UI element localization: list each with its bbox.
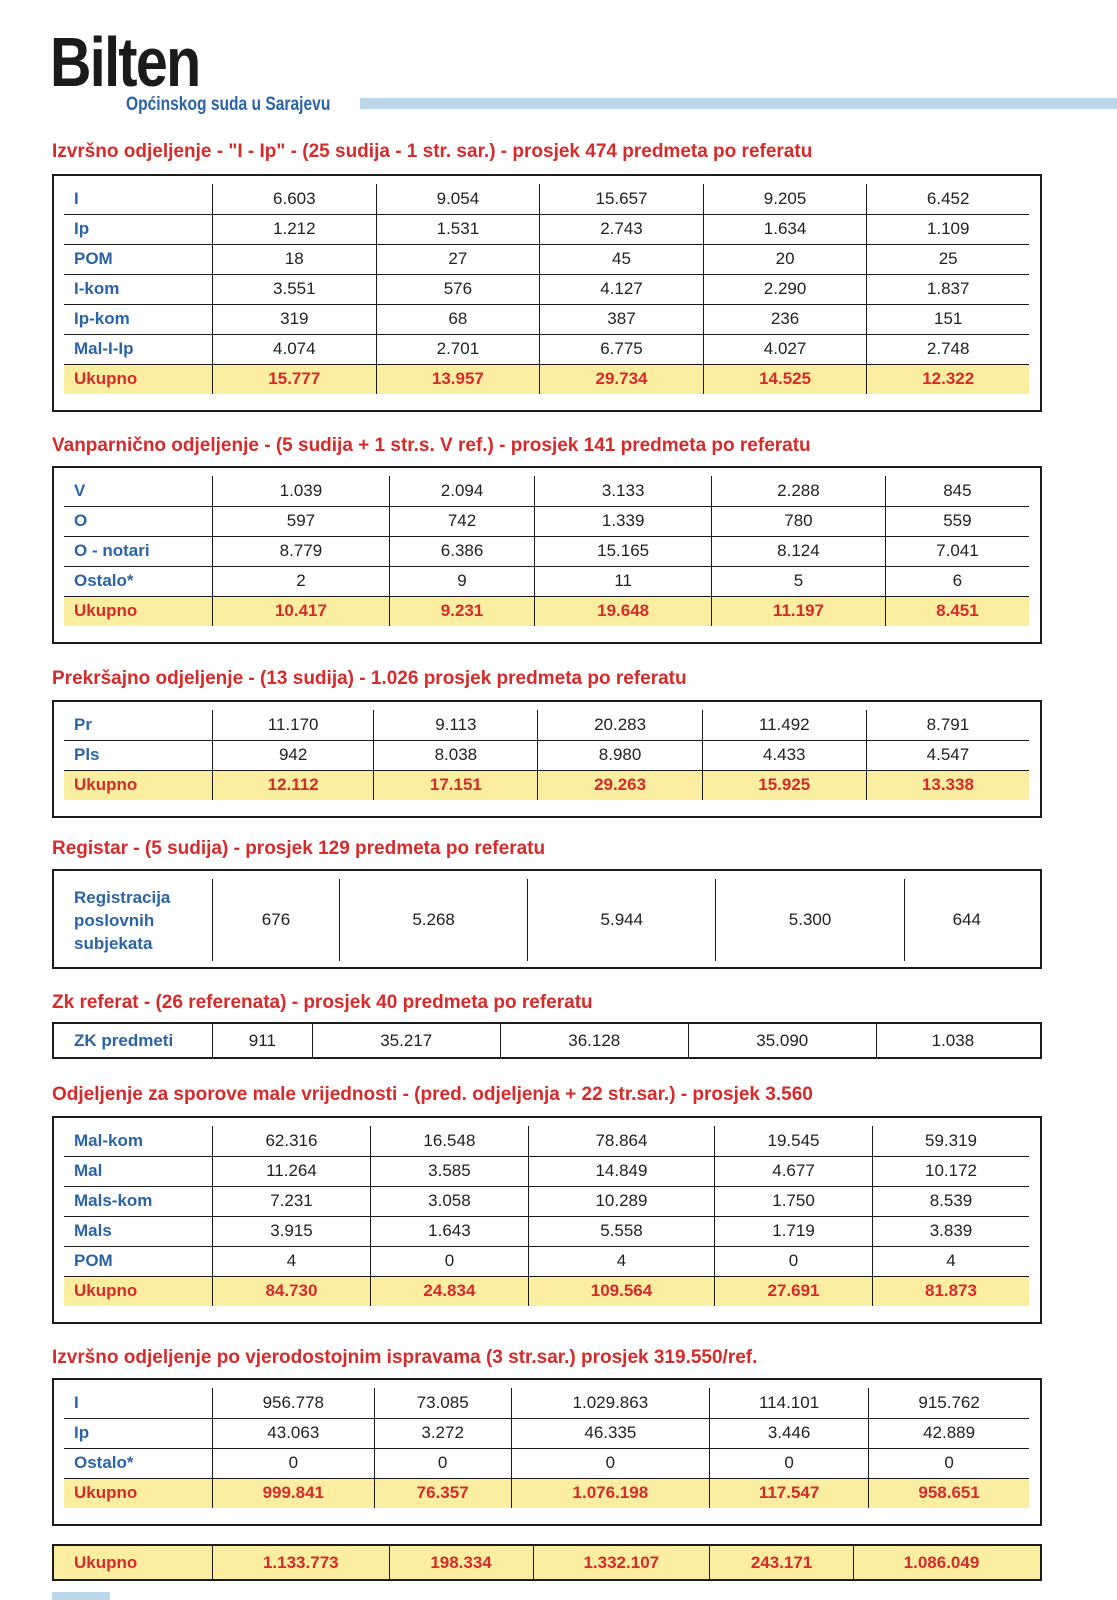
table-cell: 958.651	[869, 1478, 1029, 1508]
total-row	[64, 364, 1029, 394]
table-cell: 2.701	[376, 334, 540, 364]
row-label: O - notari	[64, 536, 213, 566]
table-cell: 17.151	[374, 770, 538, 800]
table-cell: 1.076.198	[511, 1478, 709, 1508]
section-title: Izvršno odjeljenje po vjerodostojnim ispravama (3 str.sar.) prosjek 319.550/ref.	[52, 1347, 758, 1368]
table-cell: 27.691	[715, 1276, 873, 1306]
table-cell: 4	[872, 1246, 1029, 1276]
table-row	[64, 1024, 1029, 1057]
table-row	[64, 566, 1029, 596]
section-title: Registar - (5 sudija) - prosjek 129 predmeta po referatu	[52, 838, 546, 859]
row-label: O	[64, 506, 213, 536]
table-cell: 8.980	[538, 740, 702, 770]
table-cell: 8.124	[712, 536, 886, 566]
stats-table-box	[52, 1378, 1042, 1526]
header-band	[360, 98, 1117, 109]
row-label: Mals	[64, 1216, 213, 1246]
stats-table	[64, 1388, 1029, 1508]
table-cell: 7.231	[213, 1186, 371, 1216]
table-cell: 1.339	[535, 506, 712, 536]
table-cell: 36.128	[500, 1024, 688, 1057]
table-cell: 78.864	[528, 1126, 714, 1156]
table-cell: 24.834	[370, 1276, 528, 1306]
table-cell: 3.915	[213, 1216, 371, 1246]
table-cell: 20.283	[538, 710, 702, 740]
bulletin-header	[50, 22, 1117, 122]
stats-table	[64, 1126, 1029, 1306]
row-label: Ip	[64, 214, 213, 244]
table-cell: 45	[540, 244, 704, 274]
row-label: Mal	[64, 1156, 213, 1186]
stats-table-box	[52, 869, 1042, 969]
table-cell: 5.944	[528, 879, 716, 961]
table-cell: 14.525	[703, 364, 867, 394]
table-cell: 8.038	[374, 740, 538, 770]
table-cell: 11.170	[213, 710, 374, 740]
table-row	[64, 334, 1029, 364]
stats-table-box	[52, 1116, 1042, 1324]
table-cell: 42.889	[869, 1418, 1029, 1448]
table-cell: 1.109	[867, 214, 1029, 244]
table-row	[64, 214, 1029, 244]
table-cell: 3.446	[710, 1418, 869, 1448]
section-title: Izvršno odjeljenje - "I - Ip" - (25 sudija - 1 str. sar.) - prosjek 474 predmeta po referatu	[52, 141, 813, 162]
row-label: Ukupno	[64, 1546, 213, 1579]
total-row	[64, 1478, 1029, 1508]
row-label: Ip	[64, 1418, 213, 1448]
table-cell: 1.086.049	[854, 1546, 1030, 1579]
table-cell: 9.113	[374, 710, 538, 740]
row-label: Ukupno	[64, 1276, 213, 1306]
table-cell: 7.041	[885, 536, 1029, 566]
table-cell: 1.643	[370, 1216, 528, 1246]
total-row	[64, 1276, 1029, 1306]
bulletin-logo: Bilten	[50, 23, 200, 101]
table-cell: 911	[213, 1024, 313, 1057]
table-cell: 11.492	[702, 710, 866, 740]
table-cell: 6	[885, 566, 1029, 596]
table-cell: 35.217	[312, 1024, 500, 1057]
table-cell: 68	[376, 304, 540, 334]
table-cell: 11.197	[712, 596, 886, 626]
table-cell: 12.112	[213, 770, 374, 800]
table-cell: 18	[213, 244, 377, 274]
table-cell: 11.264	[213, 1156, 371, 1186]
table-row	[64, 1388, 1029, 1418]
table-cell: 676	[213, 879, 340, 961]
table-row	[64, 1126, 1029, 1156]
stats-table	[64, 710, 1029, 800]
table-cell: 1.332.107	[533, 1546, 710, 1579]
table-cell: 3.272	[374, 1418, 511, 1448]
row-label: Mals-kom	[64, 1186, 213, 1216]
row-label: Mal-kom	[64, 1126, 213, 1156]
table-cell: 236	[703, 304, 867, 334]
table-cell: 6.386	[389, 536, 534, 566]
row-label: Pr	[64, 710, 213, 740]
table-cell: 742	[389, 506, 534, 536]
row-label: POM	[64, 244, 213, 274]
table-cell: 597	[213, 506, 390, 536]
row-label: Registracija poslovnih subjekata	[74, 887, 171, 953]
table-cell: 2.743	[540, 214, 704, 244]
table-cell: 1.029.863	[511, 1388, 709, 1418]
table-cell: 29.734	[540, 364, 704, 394]
table-cell: 845	[885, 476, 1029, 506]
table-cell: 35.090	[688, 1024, 876, 1057]
table-cell: 5.300	[716, 879, 904, 961]
table-cell: 999.841	[213, 1478, 375, 1508]
table-cell: 117.547	[710, 1478, 869, 1508]
table-row	[64, 536, 1029, 566]
table-cell: 4.547	[866, 740, 1029, 770]
table-cell: 3.839	[872, 1216, 1029, 1246]
table-cell: 576	[376, 274, 540, 304]
table-cell: 4.127	[540, 274, 704, 304]
table-cell: 2	[213, 566, 390, 596]
table-cell: 9	[389, 566, 534, 596]
stats-table-box	[52, 1022, 1042, 1059]
table-cell: 0	[715, 1246, 873, 1276]
row-label: Ukupno	[64, 364, 213, 394]
row-label: ZK predmeti	[74, 1030, 174, 1050]
table-cell: 243.171	[710, 1546, 854, 1579]
table-cell: 19.648	[535, 596, 712, 626]
table-cell: 62.316	[213, 1126, 371, 1156]
table-cell: 956.778	[213, 1388, 375, 1418]
row-label: Pls	[64, 740, 213, 770]
row-label: Ukupno	[64, 770, 213, 800]
table-cell: 20	[703, 244, 867, 274]
row-label: Ostalo*	[64, 566, 213, 596]
table-row	[64, 304, 1029, 334]
table-cell: 8.451	[885, 596, 1029, 626]
table-cell: 644	[904, 879, 1029, 961]
table-cell: 10.417	[213, 596, 390, 626]
table-cell: 14.849	[528, 1156, 714, 1186]
table-cell: 1.212	[213, 214, 377, 244]
stats-table-box	[52, 174, 1042, 412]
table-cell: 8.791	[866, 710, 1029, 740]
table-cell: 0	[869, 1448, 1029, 1478]
table-row	[64, 184, 1029, 214]
table-cell: 27	[376, 244, 540, 274]
table-row	[64, 1156, 1029, 1186]
bulletin-subtitle: Općinskog suda u Sarajevu	[126, 94, 331, 115]
table-cell: 4.027	[703, 334, 867, 364]
table-cell: 8.539	[872, 1186, 1029, 1216]
table-cell: 915.762	[869, 1388, 1029, 1418]
table-cell: 2.094	[389, 476, 534, 506]
table-cell: 15.165	[535, 536, 712, 566]
table-cell: 3.585	[370, 1156, 528, 1186]
table-cell: 43.063	[213, 1418, 375, 1448]
table-cell: 16.548	[370, 1126, 528, 1156]
table-cell: 1.133.773	[213, 1546, 390, 1579]
table-cell: 73.085	[374, 1388, 511, 1418]
table-cell: 5	[712, 566, 886, 596]
table-cell: 19.545	[715, 1126, 873, 1156]
row-label: Ukupno	[64, 596, 213, 626]
table-cell: 2.748	[867, 334, 1029, 364]
table-cell: 25	[867, 244, 1029, 274]
table-cell: 13.338	[866, 770, 1029, 800]
section-title: Odjeljenje za sporove male vrijednosti - (pred. odjeljenja + 22 str.sar.) - prosjek 3.560	[52, 1084, 813, 1105]
table-cell: 1.634	[703, 214, 867, 244]
table-cell: 15.925	[702, 770, 866, 800]
table-cell: 5.558	[528, 1216, 714, 1246]
row-label: I	[64, 184, 213, 214]
table-cell: 0	[511, 1448, 709, 1478]
table-cell: 1.750	[715, 1186, 873, 1216]
row-label: I	[64, 1388, 213, 1418]
table-cell: 10.172	[872, 1156, 1029, 1186]
table-cell: 4.677	[715, 1156, 873, 1186]
table-cell: 12.322	[867, 364, 1029, 394]
table-row	[64, 1418, 1029, 1448]
table-cell: 11	[535, 566, 712, 596]
stats-table	[64, 184, 1029, 394]
table-cell: 109.564	[528, 1276, 714, 1306]
table-cell: 1.719	[715, 1216, 873, 1246]
row-label: V	[64, 476, 213, 506]
table-row	[64, 710, 1029, 740]
table-cell: 15.777	[213, 364, 377, 394]
section-title: Prekršajno odjeljenje - (13 sudija) - 1.026 prosjek predmeta po referatu	[52, 668, 687, 689]
table-cell: 8.779	[213, 536, 390, 566]
table-cell: 0	[710, 1448, 869, 1478]
table-row	[64, 879, 1029, 961]
table-cell: 151	[867, 304, 1029, 334]
table-cell: 0	[370, 1246, 528, 1276]
table-row	[64, 274, 1029, 304]
table-row	[64, 506, 1029, 536]
table-cell: 1.531	[376, 214, 540, 244]
table-cell: 4	[213, 1246, 371, 1276]
table-cell: 76.357	[374, 1478, 511, 1508]
row-label: Ukupno	[64, 1478, 213, 1508]
grand-total-table	[64, 1546, 1029, 1579]
table-cell: 5.268	[339, 879, 527, 961]
table-cell: 1.039	[213, 476, 390, 506]
table-cell: 3.058	[370, 1186, 528, 1216]
table-cell: 13.957	[376, 364, 540, 394]
grand-total-row	[64, 1546, 1029, 1579]
table-cell: 46.335	[511, 1418, 709, 1448]
row-label: Ip-kom	[64, 304, 213, 334]
table-cell: 0	[213, 1448, 375, 1478]
footer-band	[52, 1592, 110, 1600]
table-row	[64, 740, 1029, 770]
table-cell: 114.101	[710, 1388, 869, 1418]
row-label: I-kom	[64, 274, 213, 304]
table-cell: 15.657	[540, 184, 704, 214]
table-cell: 81.873	[872, 1276, 1029, 1306]
total-row	[64, 596, 1029, 626]
section-title: Vanparnično odjeljenje - (5 sudija + 1 str.s. V ref.) - prosjek 141 predmeta po referatu	[52, 435, 811, 456]
grand-total-box	[52, 1544, 1042, 1581]
table-cell: 1.837	[867, 274, 1029, 304]
stats-table	[64, 1024, 1029, 1057]
table-cell: 59.319	[872, 1126, 1029, 1156]
table-cell: 9.205	[703, 184, 867, 214]
row-label: Mal-I-Ip	[64, 334, 213, 364]
table-cell: 4.074	[213, 334, 377, 364]
table-row	[64, 1448, 1029, 1478]
total-row	[64, 770, 1029, 800]
stats-table-box	[52, 700, 1042, 818]
section-title: Zk referat - (26 referenata) - prosjek 40 predmeta po referatu	[52, 992, 593, 1013]
row-label: Ostalo*	[64, 1448, 213, 1478]
table-row	[64, 476, 1029, 506]
table-cell: 6.775	[540, 334, 704, 364]
table-cell: 780	[712, 506, 886, 536]
table-row	[64, 1216, 1029, 1246]
table-cell: 2.290	[703, 274, 867, 304]
table-cell: 319	[213, 304, 377, 334]
table-cell: 0	[374, 1448, 511, 1478]
table-cell: 2.288	[712, 476, 886, 506]
table-cell: 10.289	[528, 1186, 714, 1216]
table-cell: 1.038	[876, 1024, 1029, 1057]
table-cell: 9.231	[389, 596, 534, 626]
table-cell: 3.551	[213, 274, 377, 304]
stats-table	[64, 879, 1029, 961]
table-cell: 4	[528, 1246, 714, 1276]
table-cell: 387	[540, 304, 704, 334]
table-cell: 29.263	[538, 770, 702, 800]
table-cell: 559	[885, 506, 1029, 536]
stats-table-box	[52, 466, 1042, 644]
table-row	[64, 1246, 1029, 1276]
table-cell: 6.603	[213, 184, 377, 214]
table-cell: 198.334	[389, 1546, 533, 1579]
table-cell: 9.054	[376, 184, 540, 214]
table-cell: 84.730	[213, 1276, 371, 1306]
stats-table	[64, 476, 1029, 626]
table-cell: 3.133	[535, 476, 712, 506]
table-cell: 4.433	[702, 740, 866, 770]
table-cell: 6.452	[867, 184, 1029, 214]
table-row	[64, 1186, 1029, 1216]
row-label: POM	[64, 1246, 213, 1276]
table-cell: 942	[213, 740, 374, 770]
table-row	[64, 244, 1029, 274]
